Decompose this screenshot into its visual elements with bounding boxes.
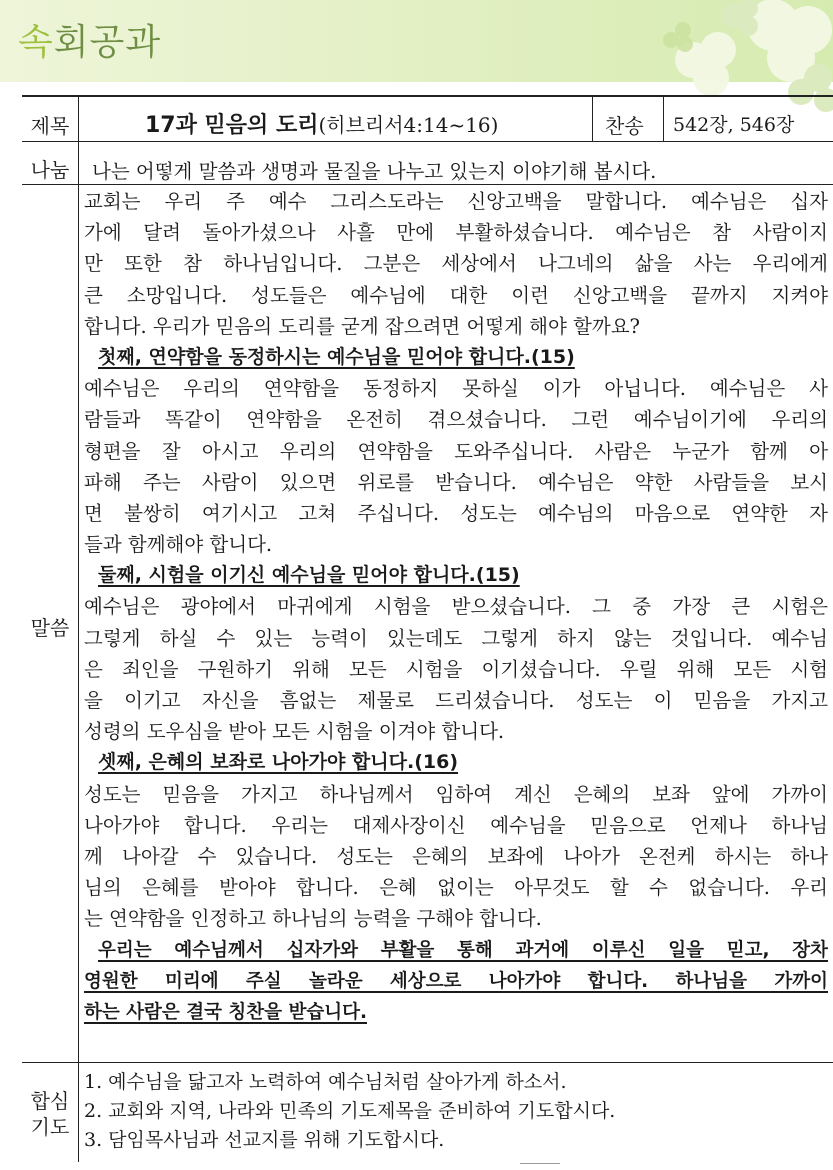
sermon-line: 예수님은 광야에서 마귀에게 시험을 받으셨습니다. 그 중 가장 큰 시험은 [84, 595, 828, 619]
sermon-line: 면 불쌍히 여기시고 고쳐 주십니다. 성도는 예수님의 마음으로 연약한 자 [84, 501, 828, 525]
row-divider-title [22, 141, 833, 142]
prayer-label-line-2: 기도 [30, 1115, 70, 1139]
prayer-item: 2. 교회와 지역, 나라와 민족의 기도제목을 준비하여 기도합시다. [84, 1100, 616, 1122]
sermon-line: 가에 달려 돌아가셨으나 사흘 만에 부활하셨습니다. 예수님은 참 사람이지 [84, 221, 828, 245]
clover-decoration [623, 0, 833, 120]
lesson-title-text: 17과 믿음의 도리 [145, 113, 319, 138]
page-title-first-char: 속 [18, 22, 54, 63]
row-divider-share [22, 184, 833, 185]
share-label: 나눔 [30, 158, 70, 182]
lesson-title [145, 108, 498, 139]
sermon-line: 을 이기고 자신을 흠없는 제물로 드리셨습니다. 성도는 이 믿음을 가지고 [84, 689, 828, 712]
prayer-item: 1. 예수님을 닮고자 노력하여 예수님처럼 살아가게 하소서. [84, 1071, 567, 1093]
section-heading: 첫째, 연약함을 동정하시는 예수님을 믿어야 합니다.(15) [98, 345, 575, 368]
hymn-value-divider [663, 96, 664, 141]
sermon-line: 형편을 잘 아시고 우리의 연약함을 도와주십니다. 사람은 누군가 함께 아 [84, 439, 828, 463]
word-label: 말씀 [30, 616, 70, 640]
sermon-line: 나아가야 합니다. 우리는 대제사장이신 예수님을 믿음으로 언제나 하나님 [84, 813, 828, 837]
sermon-line: 성도는 믿음을 가지고 하나님께서 임하여 계신 은혜의 보좌 앞에 가까이 [84, 782, 828, 806]
table-top-rule [22, 95, 833, 97]
sermon-line: 는 연약함을 인정하고 하나님의 능력을 구해야 합니다. [84, 907, 542, 931]
sermon-line: 께 나아갈 수 있습니다. 성도는 은혜의 보좌에 나아가 온전케 하시는 하나 [84, 844, 828, 868]
section-heading: 둘째, 시험을 이기신 예수님을 믿어야 합니다.(15) [98, 564, 520, 587]
footer-mark [520, 1163, 560, 1170]
sermon-line: 들과 함께해야 합니다. [84, 533, 273, 557]
row-divider-word [22, 1062, 833, 1063]
sermon-line: 교회는 우리 주 예수 그리스도라는 신앙고백을 말합니다. 예수님은 십자 [84, 190, 828, 213]
conclusion-line: 하는 사람은 결국 칭찬을 받습니다. [84, 1001, 367, 1023]
page-title [18, 14, 161, 65]
prayer-list [84, 1068, 615, 1155]
section-heading: 셋째, 은혜의 보좌로 나아가야 합니다.(16) [98, 751, 459, 774]
conclusion-line: 우리는 예수님께서 십자가와 부활을 통해 과거에 이루신 일을 믿고, 장차 [98, 939, 828, 961]
sermon-line: 람들과 똑같이 연약함을 온전히 겪으셨습니다. 그런 예수님이기에 우리의 [84, 408, 828, 432]
sermon-line: 파해 주는 사람이 있으면 위로를 받습니다. 예수님은 약한 사람들을 보시 [84, 470, 828, 494]
sermon-line: 합니다. 우리가 믿음의 도리를 굳게 잡으려면 어떻게 해야 할까요? [84, 314, 641, 338]
prayer-label [24, 1088, 76, 1140]
scripture-reference: (히브리서4:14~16) [318, 113, 499, 137]
hymn-label: 찬송 [605, 114, 644, 138]
sermon-line: 큰 소망입니다. 성도들은 예수님에 대한 이런 신앙고백을 끝까지 지켜야 [84, 283, 828, 307]
label-column-divider [78, 96, 79, 1162]
sermon-line: 님의 은혜를 받아야 합니다. 은혜 없이는 아무것도 할 수 없습니다. 우리 [84, 876, 828, 900]
sermon-body [84, 186, 828, 1028]
sermon-line: 그렇게 하실 수 있는 능력이 있는데도 그렇게 하지 않는 것입니다. 예수님 [84, 626, 828, 650]
sermon-line: 예수님은 우리의 연약함을 동정하지 못하실 이가 아닙니다. 예수님은 사 [84, 377, 828, 401]
page-title-rest: 회공과 [53, 22, 162, 63]
prayer-item: 3. 담임목사님과 선교지를 위해 기도합시다. [84, 1129, 445, 1151]
sermon-line: 만 또한 참 하나님입니다. 그분은 세상에서 나그네의 삶을 사는 우리에게 [84, 252, 828, 276]
prayer-label-line-1: 합심 [30, 1089, 70, 1113]
conclusion-line: 영원한 미리에 주실 놀라운 세상으로 나아가야 합니다. 하나님을 가까이 [84, 970, 828, 992]
share-text: 나는 어떻게 말씀과 생명과 물질을 나누고 있는지 이야기해 봅시다. [92, 160, 657, 183]
hymn-value: 542장, 546장 [673, 114, 795, 136]
sermon-line: 은 죄인을 구원하기 위해 모든 시험을 이기셨습니다. 우릴 위해 모든 시험 [84, 657, 828, 681]
hymn-left-divider [592, 96, 593, 141]
title-label: 제목 [30, 114, 70, 138]
sermon-line: 성령의 도우심을 받아 모든 시험을 이겨야 합니다. [84, 720, 505, 744]
